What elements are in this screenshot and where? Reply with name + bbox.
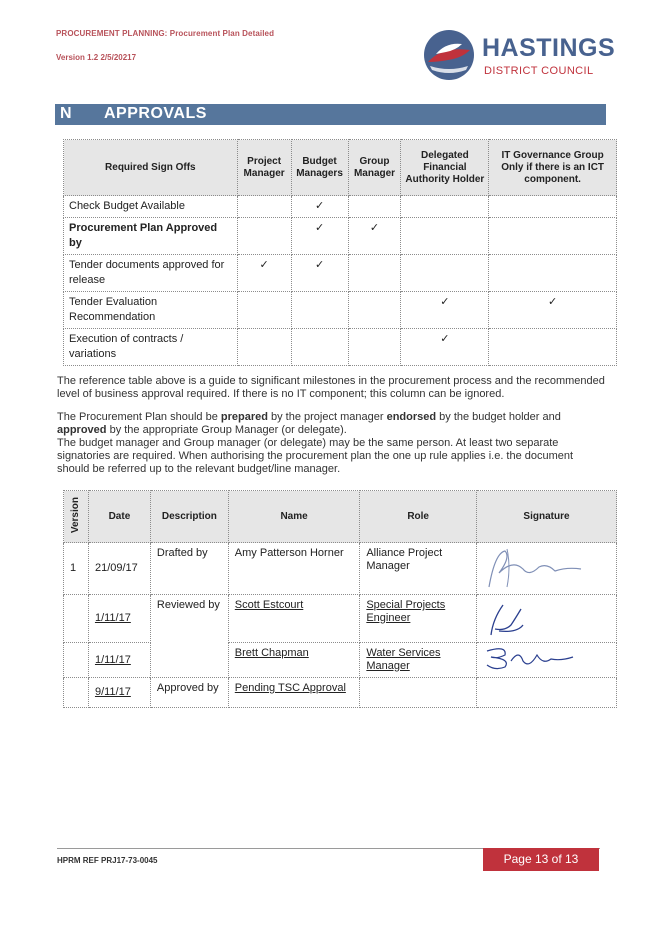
date-text: 1/11/17 — [94, 612, 131, 624]
role-text: Water Services Manager — [366, 647, 441, 672]
council-emblem-icon — [422, 28, 478, 82]
logo-subtitle: DISTRICT COUNCIL — [484, 65, 594, 77]
description-cell: Drafted by — [150, 543, 228, 595]
text-run: The Procurement Plan should be — [57, 411, 221, 423]
tick-mark-cell: ✓ — [401, 329, 489, 366]
empty-cell — [489, 255, 617, 292]
section-letter: N — [60, 105, 72, 122]
signature-3-icon — [477, 643, 615, 674]
date-text: 9/11/17 — [94, 686, 131, 698]
signatories-paragraph: The budget manager and Group manager (or delegate) may be the same person. At least two separate signatories are required. When authorising the procurement plan the one up rule applies i.e. the document should be referred up to the relevant budget/line manager. — [57, 437, 574, 475]
sign-off-label: Procurement Plan Approved by — [64, 218, 238, 255]
empty-cell — [401, 218, 489, 255]
signature-cell — [476, 643, 616, 678]
approvals-header: Budget Managers — [291, 140, 348, 196]
empty-cell — [401, 196, 489, 218]
version-cell — [64, 595, 89, 643]
signature-cell — [476, 595, 616, 643]
date-cell — [88, 678, 150, 708]
approvals-header: Project Manager — [237, 140, 291, 196]
empty-cell — [237, 329, 291, 366]
signature-cell — [476, 543, 616, 595]
table-row — [64, 678, 617, 708]
empty-cell — [489, 196, 617, 218]
version-header: Role — [360, 491, 477, 543]
empty-cell — [348, 292, 401, 329]
description-cell: Approved by — [150, 678, 228, 708]
text-run: by the budget holder and — [436, 411, 561, 423]
guide-paragraph: The reference table above is a guide to significant milestones in the procurement process and the recommended level of business approval required. If there is no IT component; this column can be ignored. — [57, 375, 605, 400]
signature-2-icon — [477, 595, 615, 641]
approvals-header: IT Governance Group Only if there is an ICT component. — [489, 140, 617, 196]
table-row — [64, 643, 617, 678]
text-run-bold: prepared — [220, 411, 268, 423]
table-row — [64, 196, 617, 218]
date-cell: 21/09/17 — [88, 543, 150, 595]
role-cell — [360, 595, 477, 643]
version-cell: 1 — [64, 543, 89, 595]
date-cell — [88, 643, 150, 678]
text-run-bold: approved — [57, 424, 107, 436]
table-row — [64, 595, 617, 643]
role-cell — [360, 643, 477, 678]
section-banner — [55, 104, 606, 125]
role-text: Special Projects Engineer — [366, 599, 446, 624]
table-row — [64, 292, 617, 329]
approvals-table — [63, 139, 617, 366]
table-row — [64, 543, 617, 595]
footer-reference: HPRM REF PRJ17-73-0045 — [57, 856, 158, 865]
page-number-badge: Page 13 of 13 — [483, 848, 599, 871]
description-cell: Reviewed by — [150, 595, 228, 678]
empty-cell — [237, 196, 291, 218]
tick-mark-cell: ✓ — [348, 218, 401, 255]
table-row — [64, 329, 617, 366]
version-header — [64, 491, 89, 543]
version-cell — [64, 678, 89, 708]
version-header: Signature — [476, 491, 616, 543]
version-header-label: Version — [70, 496, 82, 534]
empty-cell — [401, 255, 489, 292]
approvals-header: Required Sign Offs — [64, 140, 238, 196]
table-row — [64, 218, 617, 255]
sign-off-label: Check Budget Available — [64, 196, 238, 218]
tick-mark-cell: ✓ — [489, 292, 617, 329]
signature-cell — [476, 678, 616, 708]
text-run: by the project manager — [267, 411, 387, 423]
role-cell — [360, 678, 477, 708]
header-version: Version 1.2 2/5/20217 — [56, 53, 137, 62]
empty-cell — [489, 329, 617, 366]
name-cell — [228, 595, 360, 643]
name-text: Pending TSC Approval — [234, 682, 346, 694]
signature-1-icon — [477, 543, 615, 593]
empty-cell — [348, 329, 401, 366]
version-header: Name — [228, 491, 360, 543]
tick-mark-cell: ✓ — [291, 255, 348, 292]
date-cell — [88, 595, 150, 643]
process-paragraph — [57, 411, 605, 437]
empty-cell — [291, 292, 348, 329]
tick-mark-cell: ✓ — [291, 218, 348, 255]
name-text: Scott Estcourt — [234, 599, 304, 611]
version-header: Description — [150, 491, 228, 543]
table-row — [64, 255, 617, 292]
version-cell — [64, 643, 89, 678]
version-table — [63, 490, 617, 708]
approvals-header: Delegated Financial Authority Holder — [401, 140, 489, 196]
name-cell — [228, 678, 360, 708]
role-cell: Alliance Project Manager — [360, 543, 477, 595]
logo-name: HASTINGS — [482, 34, 616, 62]
tick-mark-cell: ✓ — [291, 196, 348, 218]
sign-off-label: Execution of contracts / variations — [64, 329, 238, 366]
name-cell — [228, 643, 360, 678]
date-text: 1/11/17 — [94, 653, 131, 666]
version-header: Date — [88, 491, 150, 543]
name-text: Brett Chapman — [234, 647, 309, 659]
empty-cell — [291, 329, 348, 366]
empty-cell — [237, 292, 291, 329]
tick-mark-cell: ✓ — [401, 292, 489, 329]
header-title: PROCUREMENT PLANNING: Procurement Plan Detailed — [56, 29, 275, 38]
council-logo — [422, 28, 622, 82]
empty-cell — [489, 218, 617, 255]
text-run-bold: endorsed — [386, 411, 437, 423]
empty-cell — [348, 196, 401, 218]
sign-off-label: Tender documents approved for release — [64, 255, 238, 292]
empty-cell — [348, 255, 401, 292]
text-run: by the appropriate Group Manager (or delegate). — [106, 424, 347, 436]
name-cell: Amy Patterson Horner — [228, 543, 360, 595]
tick-mark-cell: ✓ — [237, 255, 291, 292]
section-title: APPROVALS — [104, 105, 207, 122]
sign-off-label: Tender Evaluation Recommendation — [64, 292, 238, 329]
approvals-header: Group Manager — [348, 140, 401, 196]
empty-cell — [237, 218, 291, 255]
